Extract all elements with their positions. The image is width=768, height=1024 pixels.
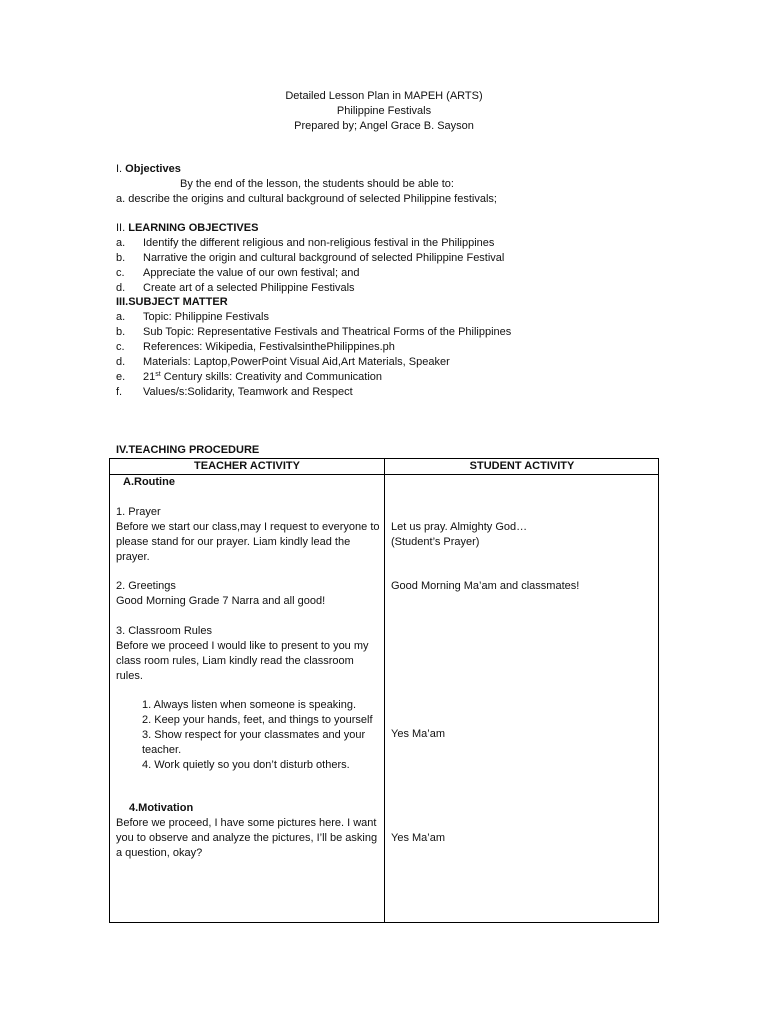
classroom-rules-title: 3. Classroom Rules [116,625,212,637]
list-item [116,385,676,400]
list-item [116,251,676,266]
list-text: Create art of a selected Philippine Festivals [143,282,355,294]
list-text: Sub Topic: Representative Festivals and Theatrical Forms of the Philippines [143,326,512,338]
list-item [116,325,676,340]
list-item [116,236,676,251]
learning-objectives-title: LEARNING OBJECTIVES [128,222,259,234]
list-text: References: Wikipedia, FestivalsinthePhilippines.ph [143,341,395,353]
objectives-heading [116,162,676,177]
teacher-activity-header: TEACHER ACTIVITY [194,460,300,472]
list-text: 21 [143,371,156,383]
list-text: Topic: Philippine Festivals [143,311,269,323]
routine-heading: A.Routine [123,476,175,488]
superscript: st [155,371,161,378]
list-marker: d. [116,356,126,368]
learning-objectives-number: II. [116,222,129,234]
prayer-response: Let us pray. Almighty God… [391,521,528,533]
list-item: 2. Keep your hands, feet, and things to yourself [142,714,373,726]
list-item [116,340,676,355]
greetings-response: Good Morning Ma’am and classmates! [391,580,580,592]
classroom-rules-list [142,698,380,773]
list-marker: a. [116,311,126,323]
student-activity-header: STUDENT ACTIVITY [469,460,575,472]
document-author: Prepared by; Angel Grace B. Sayson [294,120,474,132]
classroom-rules-text: Before we proceed I would like to present to you my class room rules, Liam kindly read the classroom rules. [116,640,369,682]
list-marker: f. [116,386,123,398]
prayer-text: Before we start our class,may I request to everyone to please stand for our prayer. Liam kindly lead the prayer. [116,521,380,563]
list-item: 1. Always listen when someone is speaking. [142,699,357,711]
list-marker: c. [116,341,125,353]
list-marker: e. [116,371,126,383]
list-text: Appreciate the value of our own festival; and [143,267,360,279]
motivation-heading: 4.Motivation [129,802,194,814]
list-item [116,310,676,325]
list-item [116,355,676,370]
column-divider [384,459,385,922]
learning-objectives-heading [116,221,676,236]
document-title: Detailed Lesson Plan in MAPEH (ARTS) [285,90,483,102]
list-text: Century skills: Creativity and Communication [160,371,383,383]
greetings-text: Good Morning Grade 7 Narra and all good! [116,595,326,607]
list-marker: a. [116,237,126,249]
list-item: 3. Show respect for your classmates and your teacher. [142,729,366,756]
list-text: Materials: Laptop,PowerPoint Visual Aid,Art Materials, Speaker [143,356,450,368]
classroom-rules-response: Yes Ma’am [391,728,446,740]
subject-matter-heading: III.SUBJECT MATTER [116,296,228,308]
subject-matter-section [116,295,676,400]
list-item [116,281,676,296]
list-item [116,266,676,281]
list-text: Values/s:Solidarity, Teamwork and Respect [143,386,353,398]
objectives-title: Objectives [125,163,181,175]
list-marker: c. [116,267,125,279]
list-marker: b. [116,252,126,264]
prayer-title: 1. Prayer [116,506,161,518]
prayer-response-note: (Student’s Prayer) [391,536,480,548]
document-subtitle: Philippine Festivals [336,105,432,117]
objectives-item: a. describe the origins and cultural background of selected Philippine festivals; [116,193,497,205]
header-divider [110,474,658,475]
teaching-procedure-heading: IV.TEACHING PROCEDURE [116,444,260,456]
learning-objectives-section [116,221,676,296]
greetings-title: 2. Greetings [116,580,176,592]
list-item [116,370,676,385]
list-text: Identify the different religious and non-religious festival in the Philippines [143,237,495,249]
list-marker: d. [116,282,126,294]
activity-table [109,458,659,923]
document-header [0,89,768,134]
objectives-section [116,162,676,207]
list-text: Narrative the origin and cultural background of selected Philippine Festival [143,252,505,264]
objectives-intro: By the end of the lesson, the students should be able to: [180,178,454,190]
motivation-response: Yes Ma’am [391,832,446,844]
objectives-number: I. [116,163,126,175]
list-marker: b. [116,326,126,338]
motivation-text: Before we proceed, I have some pictures here. I want you to observe and analyze the pictures, I’ll be asking a question, okay? [116,817,378,859]
list-item: 4. Work quietly so you don’t disturb others. [142,759,350,771]
